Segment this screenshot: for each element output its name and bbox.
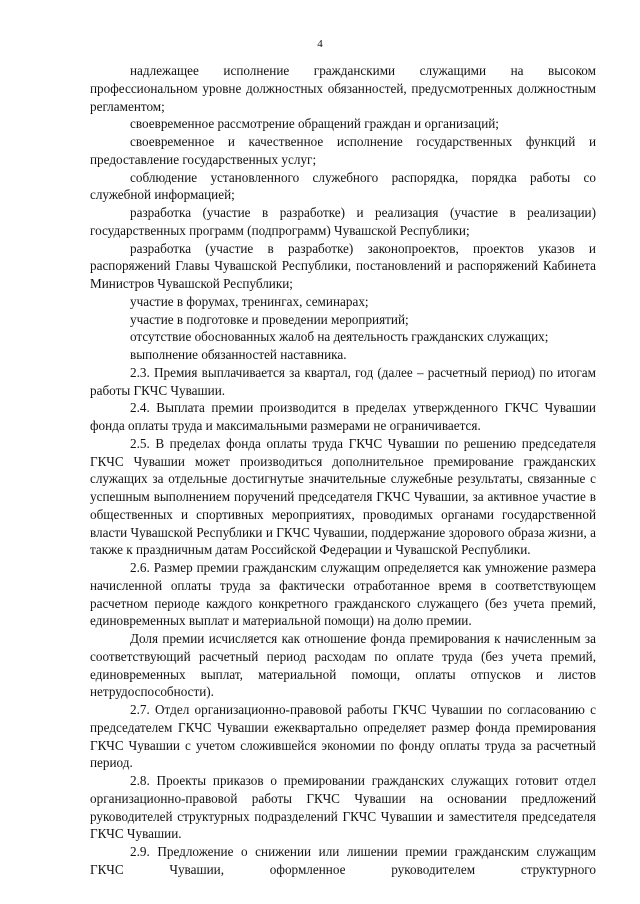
paragraph-forums: участие в форумах, тренингах, семинарах; — [130, 293, 369, 309]
document-body — [90, 62, 596, 879]
page-number: 4 — [317, 38, 323, 50]
paragraph-2-5: 2.5. В пределах фонда оплаты труда ГКЧС Чувашии по решению председателя ГКЧС Чувашии может производиться дополнительное премирование гражданских служащих за отдельные достигнутые значительные служебные результаты, связанные с успешным выполнением поручений председателя ГКЧС Чувашии, за активное участие в общественных и спортивных мероприятиях, проводимых органами государственной власти Чувашской Республики и ГКЧС Чувашии, поддержание здорового образа жизни, а также к праздничным датам Российской Федерации и Чувашской Республики. — [90, 435, 596, 558]
paragraph-draft-laws: разработка (участие в разработке) законопроектов, проектов указов и распоряжений Главы Чувашской Республики, постановлений и распоряжений Кабинета Министров Чувашской Республики; — [90, 240, 596, 291]
paragraph-2-9: 2.9. Предложение о снижении или лишении премии гражданским служащим ГКЧС Чувашии, оформленное руководителем структурного — [90, 844, 596, 877]
paragraph-duty-performance: надлежащее исполнение гражданскими служащими на высоком профессиональном уровне должностных обязанностей, предусмотренных должностным регламентом; — [90, 63, 596, 114]
paragraph-mentor: выполнение обязанностей наставника. — [130, 347, 347, 362]
paragraph-service-routine: соблюдение установленного служебного распорядка, порядка работы со служебной информацией; — [90, 169, 596, 203]
paragraph-state-functions: своевременное и качественное исполнение государственных функций и предоставление государственных услуг; — [90, 134, 596, 167]
paragraph-2-4: 2.4. Выплата премии производится в пределах утвержденного ГКЧС Чувашии фонда оплаты труда и максимальными размерами не ограничивается. — [90, 400, 596, 433]
paragraph-appeals-review: своевременное рассмотрение обращений граждан и организаций; — [130, 116, 499, 132]
paragraph-bonus-share: Доля премии исчисляется как отношение фонда премирования к начисленным за соответствующий расчетный период расходам по оплате труда (без учета премий, единовременных выплат, материальной помощи, оплаты отпусков и листов нетрудоспособности). — [90, 631, 596, 700]
paragraph-2-7: 2.7. Отдел организационно-правовой работы ГКЧС Чувашии по согласованию с председателем ГКЧС Чувашии ежеквартально определяет размер фонда премирования ГКЧС Чувашии с учетом сложившейся экономии по фонду оплаты труда за расчетный период. — [90, 702, 596, 771]
paragraph-state-programs: разработка (участие в разработке) и реализация (участие в реализации) государственных программ (подпрограмм) Чувашской Республики; — [90, 205, 596, 238]
paragraph-2-8: 2.8. Проекты приказов о премировании гражданских служащих готовит отдел организационно-правовой работы ГКЧС Чувашии на основании предложений руководителей структурных подразделений ГКЧС Чувашии и заместителя председателя ГКЧС Чувашии. — [90, 773, 596, 842]
paragraph-2-3: 2.3. Премия выплачивается за квартал, год (далее – расчетный период) по итогам работы ГКЧС Чувашии. — [90, 364, 596, 398]
paragraph-no-complaints: отсутствие обоснованных жалоб на деятельность гражданских служащих; — [130, 329, 549, 345]
paragraph-2-6: 2.6. Размер премии гражданским служащим определяется как умножение размера начисленной оплаты труда за фактически отработанное время в соответствующем расчетном периоде каждого конкретного гражданского служащего (без учета премий, единовременных выплат и материальной помощи) на долю премии. — [90, 560, 596, 629]
paragraph-events: участие в подготовке и проведении мероприятий; — [130, 311, 409, 327]
